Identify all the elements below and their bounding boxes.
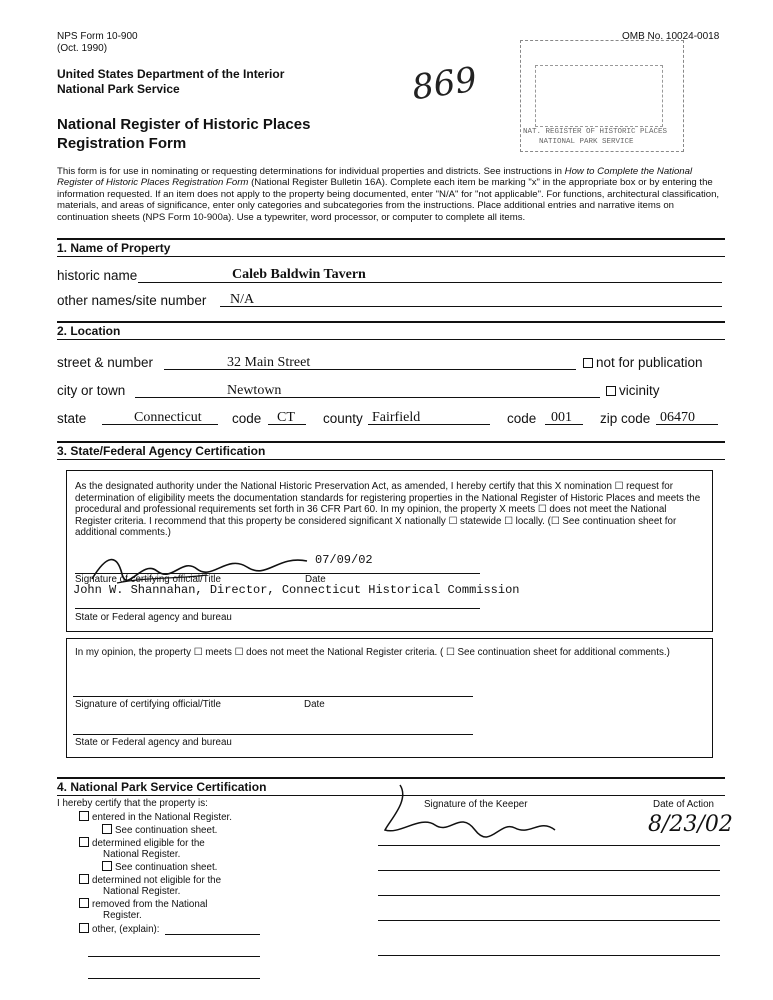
- state-value: Connecticut: [134, 410, 202, 425]
- nps-certify-intro: I hereby certify that the property is:: [57, 798, 208, 809]
- other-names-line: [220, 294, 722, 307]
- determined-eligible-checkbox[interactable]: determined eligible for the: [79, 837, 205, 849]
- other-names-label: other names/site number: [57, 293, 207, 308]
- county-label: county: [323, 411, 363, 426]
- date-label: Date: [305, 574, 326, 585]
- section3-heading: 3. State/Federal Agency Certification: [57, 444, 266, 458]
- county-value: Fairfield: [372, 410, 421, 425]
- code-value: CT: [277, 410, 295, 425]
- zip-label: zip code: [600, 411, 651, 426]
- section2-heading: 2. Location: [57, 324, 121, 338]
- handwritten-number: 869: [409, 59, 480, 109]
- opinion-text: In my opinion, the property ☐ meets ☐ does not meet the National Register criteria. ( ☐ See continuation sheet for additional comments.): [75, 647, 670, 658]
- other-names-value: N/A: [230, 292, 255, 307]
- form-title-line2: Registration Form: [57, 135, 187, 152]
- code-label: code: [232, 411, 262, 426]
- zip-value: 06470: [660, 410, 695, 425]
- section1-heading: 1. Name of Property: [57, 241, 171, 255]
- determined-eligible-text: National Register.: [103, 849, 181, 860]
- keeper-signature: [380, 780, 560, 850]
- stamp-line2: NATIONAL PARK SERVICE: [539, 138, 634, 146]
- not-for-publication-checkbox[interactable]: not for publication: [583, 355, 703, 370]
- street-label: street & number: [57, 355, 154, 370]
- continuation-checkbox-1[interactable]: See continuation sheet.: [102, 824, 217, 836]
- historic-name-label: historic name: [57, 268, 138, 283]
- keeper-label: Signature of the Keeper: [424, 799, 528, 810]
- certification-text: As the designated authority under the National Historic Preservation Act, as amended, I hereby certify that this X nomination ☐ request for determination of eligibility meets the documentation standards for registering properties in the National Register of Historic Places and meets the procedural and professional requirements set forth in 36 CFR Part 60. In my opinion, the property X meets ☐ does not meet the National Register criteria. I recommend that this property be considered significant X nationally ☐ statewide ☐ locally. (☐ See continuation sheet for additional comments.): [75, 481, 701, 539]
- historic-name-value: Caleb Baldwin Tavern: [232, 267, 366, 282]
- action-date-label: Date of Action: [653, 799, 714, 810]
- department-name: United States Department of the Interior: [57, 67, 285, 81]
- opinion-box: [66, 638, 713, 758]
- historic-name-line: [138, 270, 722, 283]
- stamp-line1: NAT. REGISTER OF HISTORIC PLACES: [523, 128, 668, 136]
- city-value: Newtown: [227, 383, 282, 398]
- signature2-label: Signature of certifying official/Title: [75, 699, 221, 710]
- bureau-label: State or Federal agency and bureau: [75, 612, 232, 623]
- action-date: 8/23/02: [648, 812, 733, 837]
- other-checkbox[interactable]: other, (explain):: [79, 923, 160, 935]
- not-eligible-checkbox[interactable]: determined not eligible for the: [79, 874, 221, 886]
- city-line: [135, 385, 600, 398]
- not-eligible-text: National Register.: [103, 886, 181, 897]
- state-label: state: [57, 411, 87, 426]
- vicinity-checkbox[interactable]: vicinity: [606, 383, 660, 398]
- entered-checkbox[interactable]: entered in the National Register.: [79, 811, 232, 823]
- street-line: [164, 357, 576, 370]
- form-number: NPS Form 10-900: [57, 31, 138, 42]
- continuation-checkbox-2[interactable]: See continuation sheet.: [102, 861, 217, 873]
- service-name: National Park Service: [57, 82, 180, 96]
- omb-number: OMB No. 10024-0018: [622, 31, 720, 42]
- street-value: 32 Main Street: [227, 355, 311, 370]
- section4-heading: 4. National Park Service Certification: [57, 780, 267, 794]
- removed-checkbox[interactable]: removed from the National: [79, 898, 207, 910]
- city-label: city or town: [57, 383, 126, 398]
- instructions-paragraph: This form is for use in nominating or requesting determinations for individual properties and districts. See instructions in How to Complete the National Register of Historic Places Registration Form (National Register Bulletin 16A). Complete each item be marking "x" in the appropriate box or by entering the information requested. If an item does not apply to the property being documented, enter "N/A" for "not applicable". For functions, architectural classification, materials, and areas of significance, enter only categories and subcategories from the instructions. Place additional entries and narrative items on continuation sheets (NPS Form 10-900a). Use a typewriter, word processor, or computer to complete all items.: [57, 166, 720, 223]
- certifying-official: John W. Shannahan, Director, Connecticut Historical Commission: [73, 583, 520, 597]
- date2-label: Date: [304, 699, 325, 710]
- bureau2-label: State or Federal agency and bureau: [75, 737, 232, 748]
- form-title-line1: National Register of Historic Places: [57, 116, 311, 133]
- county-code-value: 001: [551, 410, 572, 425]
- form-date: (Oct. 1990): [57, 43, 108, 54]
- county-code-label: code: [507, 411, 537, 426]
- state-certification-box: [66, 470, 713, 632]
- signature-label: Signature of certifying official/Title: [75, 574, 221, 585]
- removed-text: Register.: [103, 910, 142, 921]
- received-stamp: [520, 40, 684, 152]
- certification-date: 07/09/02: [315, 553, 373, 567]
